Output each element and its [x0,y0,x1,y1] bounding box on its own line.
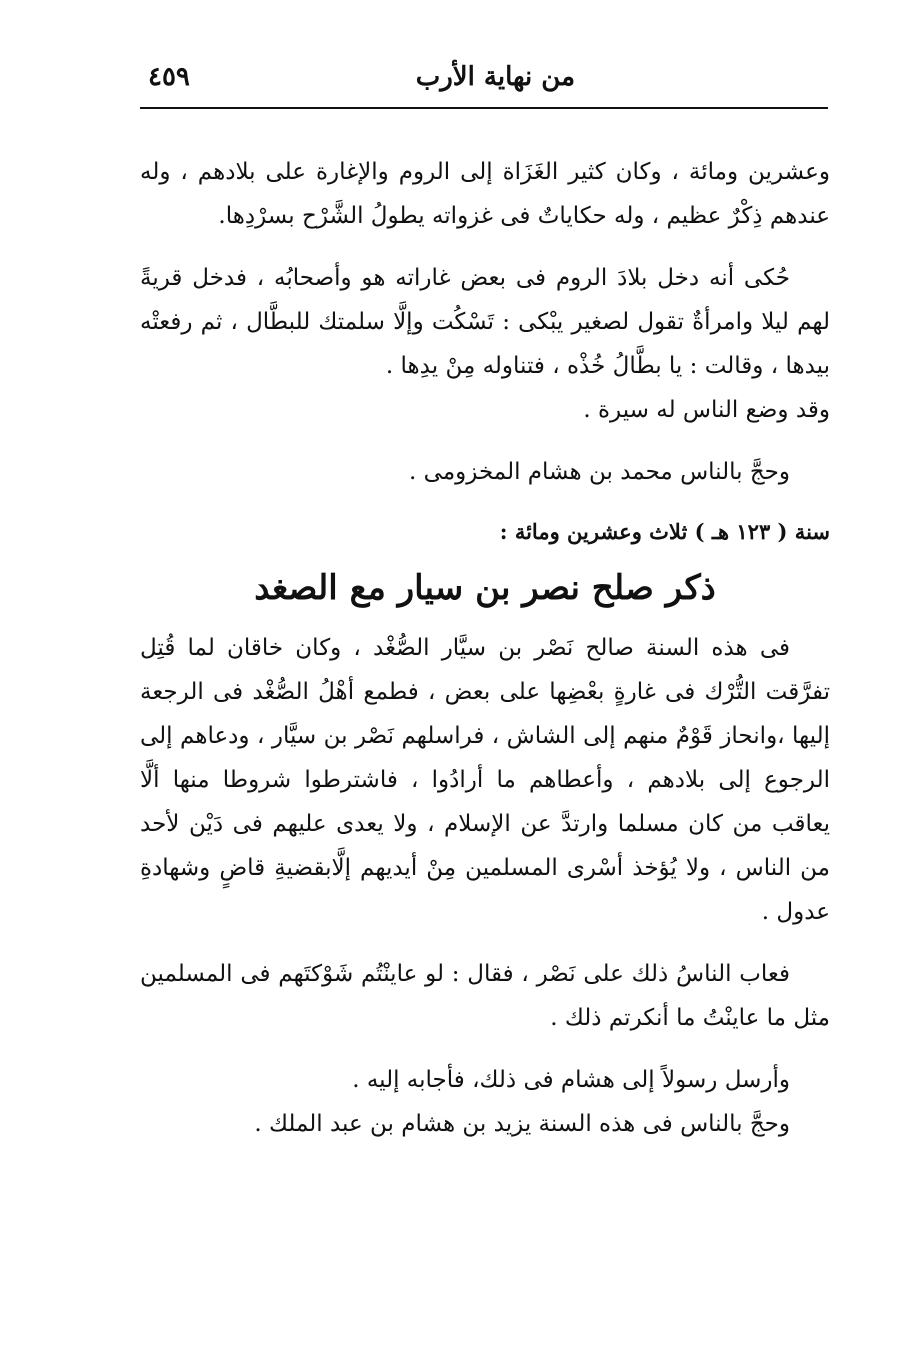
page-header [140,62,830,98]
year-heading: سنة ( ١٢٣ هـ ) ثلاث وعشرين ومائة : [499,519,830,544]
paragraph-hajj-yazid: وحجَّ بالناس فى هذه السنة يزيد بن هشام بن عبد الملك . [254,1111,790,1137]
paragraph-sughd-treaty: فى هذه السنة صالح نَصْر بن سيَّار الصُّغْد ، وكان خاقان لما قُتِل تفرَّقت التُّرْك فى غارةٍ بعْضِها على بعض ، فطمع أهْلُ الصُّغْد فى الرجعة إليها ،وانحاز قَوْمٌ منهم إلى الشاش ، فراسلهم نَصْر بن سيَّار ، ودعاهم إلى الرجوع إلى بلادهم ، وأعطاهم ما أرادُوا ، فاشترطوا شروطا منها ألَّا يعاقب من كان مسلما وارتدَّ عن الإسلام ، ولا يعدى عليهم فى دَيْن لأحد من الناس ، ولا يُؤخذ أسْرى المسلمين مِنْ أيديهم إلَّابقضيةِ قاضٍ وشهادةِ عدول . [140,635,830,925]
paragraph-biography: وقد وضع الناس له سيرة . [583,397,830,423]
page-body [140,150,830,1146]
paragraph-criticism: فعاب الناسُ ذلك على نَصْر ، فقال : لو عاينْتُم شَوْكتَهم فى المسلمين مثل ما عاينْتُ ما أنكرتم ذلك . [140,961,830,1031]
paragraph-hajj-leader: وحجَّ بالناس محمد بن هشام المخزومى . [409,459,790,485]
page-number: ٤٥٩ [148,62,190,92]
header-rule [140,107,828,109]
paragraph-messenger: وأرسل رسولاً إلى هشام فى ذلك، فأجابه إليه . [352,1067,790,1093]
section-heading: ذكر صلح نصر بن سيار مع الصغد [254,568,716,608]
paragraph-continuation: وعشرين ومائة ، وكان كثير الغَزَاة إلى الروم والإغارة على بلادهم ، وله عندهم ذِكْرٌ عظيم ، وله حكاياتٌ فى غزواته يطولُ الشَّرْح بسرْدِها. [140,159,830,229]
paragraph-battal-story: حُكى أنه دخل بلادَ الروم فى بعض غاراته هو وأصحابُه ، فدخل قريةً لهم ليلا وامرأةٌ تقول لصغير يبْكى : تَسْكُت وإلَّا سلمتك للبطَّال ، ثم رفعتْه بيدها ، وقالت : يا بطَّالُ خُذْه ، فتناوله مِنْ يدِها . [140,265,830,379]
running-title: من نهاية الأرب [415,62,575,92]
